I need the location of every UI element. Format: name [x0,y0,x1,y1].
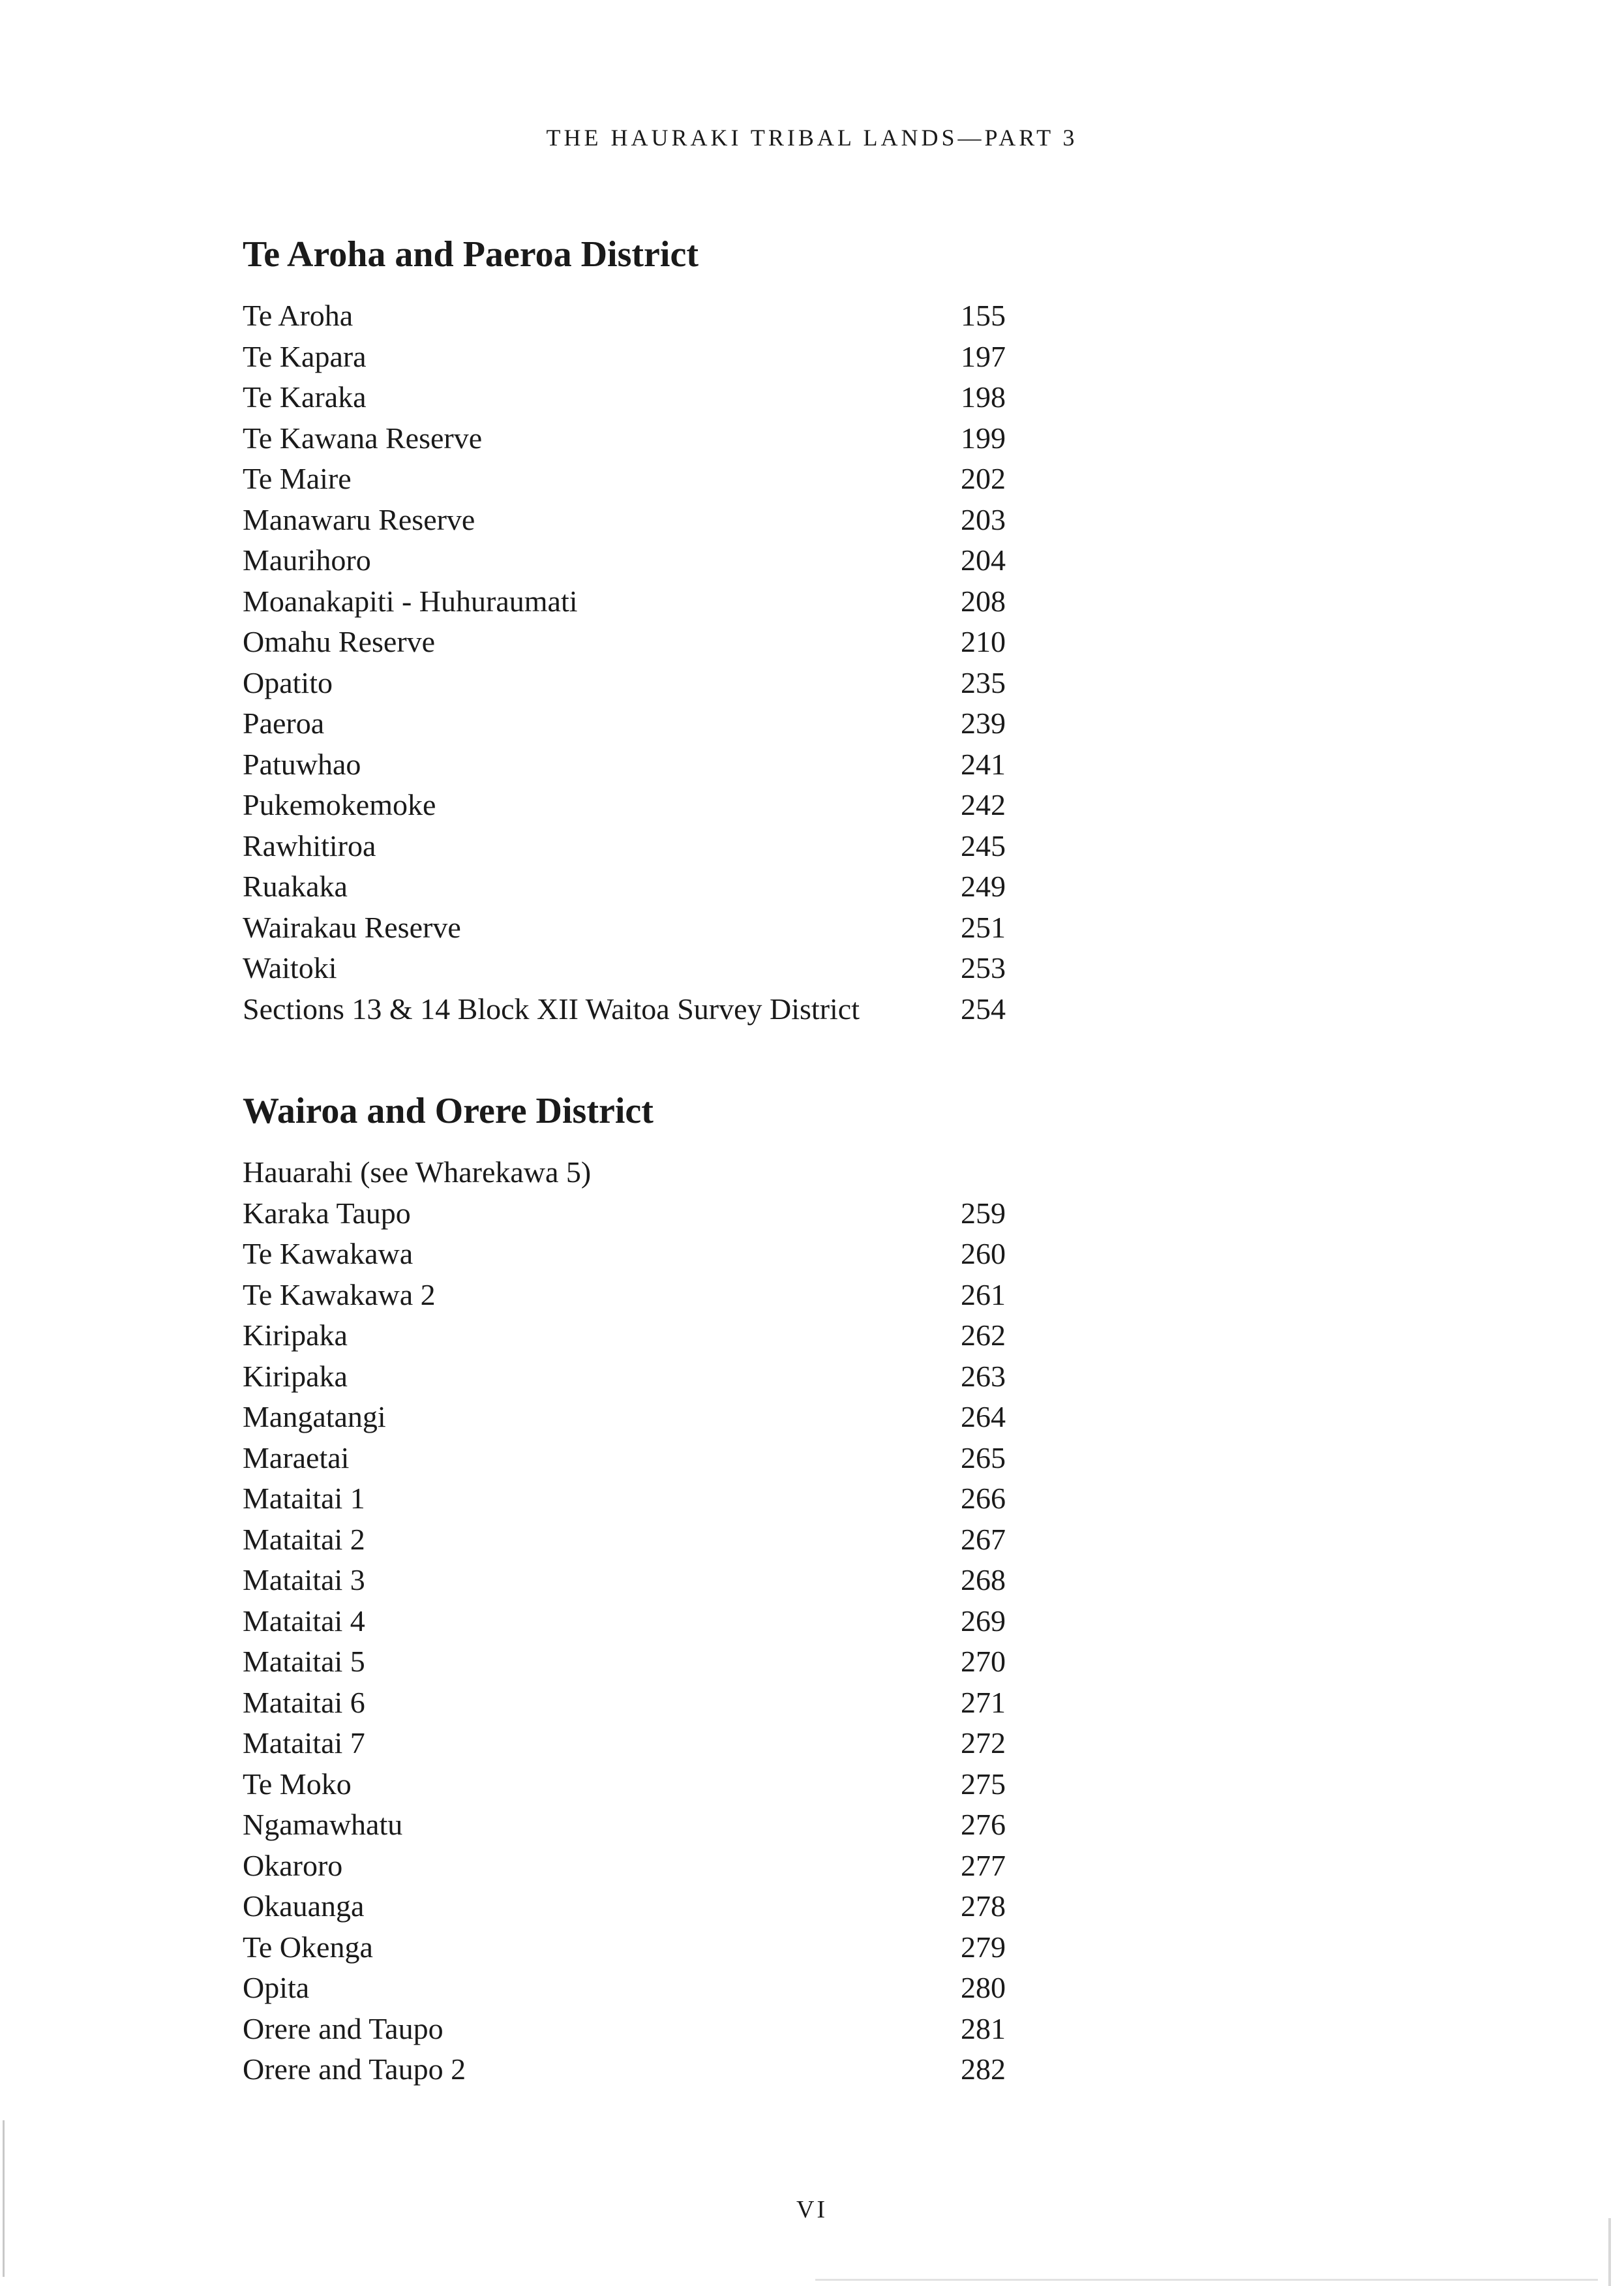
toc-entry [243,1560,1006,1601]
toc-entry-name: Kiripaka [243,1318,348,1352]
toc-section-wairoa-orere [243,1088,1006,2090]
toc-entry [243,1234,1006,1275]
toc-entry-page: 239 [961,707,1006,740]
toc-entry [243,1193,1006,1234]
toc-entry [243,581,1006,622]
toc-entry-page: 279 [961,1930,1006,1964]
toc-entry-name: Manawaru Reserve [243,502,475,536]
toc-entry-page: 155 [961,299,1006,332]
toc-entry [243,1723,1006,1764]
toc-entry-name: Maraetai [243,1440,350,1474]
toc-section-te-aroha-paeroa [243,232,1006,1029]
toc-entry-page: 235 [961,665,1006,699]
toc-entry-page: 245 [961,829,1006,862]
section-title: Te Aroha and Paeroa District [243,234,699,275]
toc-entry [243,296,1006,337]
toc-entry-name: Opita [243,1971,310,2004]
toc-entry-name: Mangatangi [243,1400,386,1433]
toc-entry [243,866,1006,907]
toc-entry-name: Orere and Taupo [243,2011,444,2045]
toc-entry-page: 277 [961,1848,1006,1882]
toc-entry-page: 271 [961,1685,1006,1719]
toc-entry-name: Mataitai 3 [243,1563,365,1596]
toc-entry-name: Mataitai 5 [243,1645,365,1678]
toc-entry [243,1275,1006,1316]
toc-entry-name: Mataitai 4 [243,1604,365,1638]
toc-entry-page: 275 [961,1767,1006,1801]
toc-entry-name: Okaroro [243,1848,343,1882]
toc-entry-page: 202 [961,462,1006,495]
toc-entry-name: Okauanga [243,1889,365,1923]
toc-entry-name: Te Aroha [243,299,353,332]
toc-entry-page: 208 [961,584,1006,618]
toc-entry-page: 251 [961,910,1006,944]
toc-entry [243,1764,1006,1805]
toc-entry [243,826,1006,867]
toc-entry [243,1356,1006,1397]
toc-entry [243,500,1006,541]
toc-entry [243,1152,1006,1193]
toc-entry-page: 253 [961,951,1006,984]
running-head: THE HAURAKI TRIBAL LANDS—PART 3 [546,125,1078,151]
toc-entry-name: Mataitai 7 [243,1726,365,1760]
toc-entry-page: 203 [961,502,1006,536]
toc-entry-page: 261 [961,1277,1006,1311]
toc-entry-name: Te Maire [243,462,352,495]
toc-entry [243,1968,1006,2009]
page-number: VI [796,2196,828,2223]
toc-entry-name: Maurihoro [243,543,371,577]
toc-entry-page: 276 [961,1808,1006,1841]
toc-entry [243,1438,1006,1479]
toc-entry-name: Mataitai 1 [243,1482,365,1515]
toc-entry-page: 242 [961,788,1006,821]
toc-entry-name: Te Kawana Reserve [243,421,483,455]
toc-entry [243,1846,1006,1887]
toc-entry [243,2009,1006,2050]
toc-list [243,296,1006,1029]
scan-edge-mark [1608,2218,1611,2286]
toc-entry-name: Mataitai 2 [243,1522,365,1556]
toc-entry-name: Wairakau Reserve [243,910,461,944]
toc-entry [243,1315,1006,1356]
toc-entry-name: Waitoki [243,951,337,984]
toc-entry [243,540,1006,581]
toc-entry [243,744,1006,785]
toc-entry-name: Moanakapiti - Huhuraumati [243,584,578,618]
scan-edge-mark [815,2279,1598,2281]
toc-entry-name: Pukemokemoke [243,788,436,821]
toc-entry [243,377,1006,418]
toc-entry [243,1927,1006,1968]
toc-entry [243,418,1006,459]
toc-entry-page: 280 [961,1971,1006,2004]
toc-entry [243,663,1006,704]
toc-entry-page: 197 [961,339,1006,373]
toc-entry [243,1519,1006,1561]
toc-entry-page: 272 [961,1726,1006,1760]
toc-entry [243,785,1006,826]
toc-entry-name: Kiripaka [243,1359,348,1393]
toc-entry-page: 269 [961,1604,1006,1638]
toc-entry-page: 198 [961,380,1006,414]
toc-entry [243,337,1006,378]
toc-entry-name: Ngamawhatu [243,1808,403,1841]
toc-entry-name: Te Karaka [243,380,367,414]
toc-entry [243,907,1006,949]
toc-entry [243,1601,1006,1642]
toc-entry [243,622,1006,663]
toc-entry [243,459,1006,500]
toc-entry-name: Rawhitiroa [243,829,376,862]
toc-entry-name: Opatito [243,665,333,699]
toc-entry-page: 264 [961,1400,1006,1433]
toc-entry [243,1805,1006,1846]
toc-entry-name: Orere and Taupo 2 [243,2052,466,2086]
toc-entry-name: Mataitai 6 [243,1685,365,1719]
toc-entry-page: 204 [961,543,1006,577]
toc-entry-name: Ruakaka [243,870,348,903]
toc-entry-name: Omahu Reserve [243,625,436,658]
toc-entry [243,1641,1006,1683]
toc-entry-name: Sections 13 & 14 Block XII Waitoa Survey District [243,992,860,1026]
toc-entry-page: 278 [961,1889,1006,1923]
toc-entry [243,2049,1006,2090]
toc-entry-page: 266 [961,1482,1006,1515]
toc-entry-name: Te Kawakawa 2 [243,1277,436,1311]
toc-entry-page: 270 [961,1645,1006,1678]
toc-entry-page: 263 [961,1359,1006,1393]
toc-entry-name: Karaka Taupo [243,1196,411,1230]
toc-entry-page: 199 [961,421,1006,455]
toc-entry-name: Te Okenga [243,1930,373,1964]
toc-entry-page: 259 [961,1196,1006,1230]
toc-entry-page: 241 [961,747,1006,781]
toc-entry-name: Te Moko [243,1767,352,1801]
toc-entry-page: 249 [961,870,1006,903]
toc-entry [243,989,1006,1030]
toc-entry-page: 262 [961,1318,1006,1352]
toc-entry [243,703,1006,744]
toc-entry-page: 268 [961,1563,1006,1596]
section-title: Wairoa and Orere District [243,1091,654,1131]
toc-list [243,1152,1006,2090]
toc-entry-page: 267 [961,1522,1006,1556]
toc-entry-page: 282 [961,2052,1006,2086]
toc-entry-page: 254 [961,992,1006,1026]
toc-entry [243,1478,1006,1519]
toc-entry-name: Paeroa [243,707,325,740]
toc-entry-name: Te Kapara [243,339,367,373]
toc-entry-page: 210 [961,625,1006,658]
toc-entry [243,1886,1006,1927]
toc-entry-page: 281 [961,2011,1006,2045]
toc-entry [243,1683,1006,1724]
toc-entry [243,1397,1006,1438]
toc-entry-page: 260 [961,1237,1006,1270]
toc-entry [243,948,1006,989]
toc-entry-name: Te Kawakawa [243,1237,414,1270]
toc-entry-name: Patuwhao [243,747,361,781]
scan-edge-mark [3,2120,5,2277]
toc-entry-page: 265 [961,1440,1006,1474]
toc-entry-name: Hauarahi (see Wharekawa 5) [243,1155,592,1189]
